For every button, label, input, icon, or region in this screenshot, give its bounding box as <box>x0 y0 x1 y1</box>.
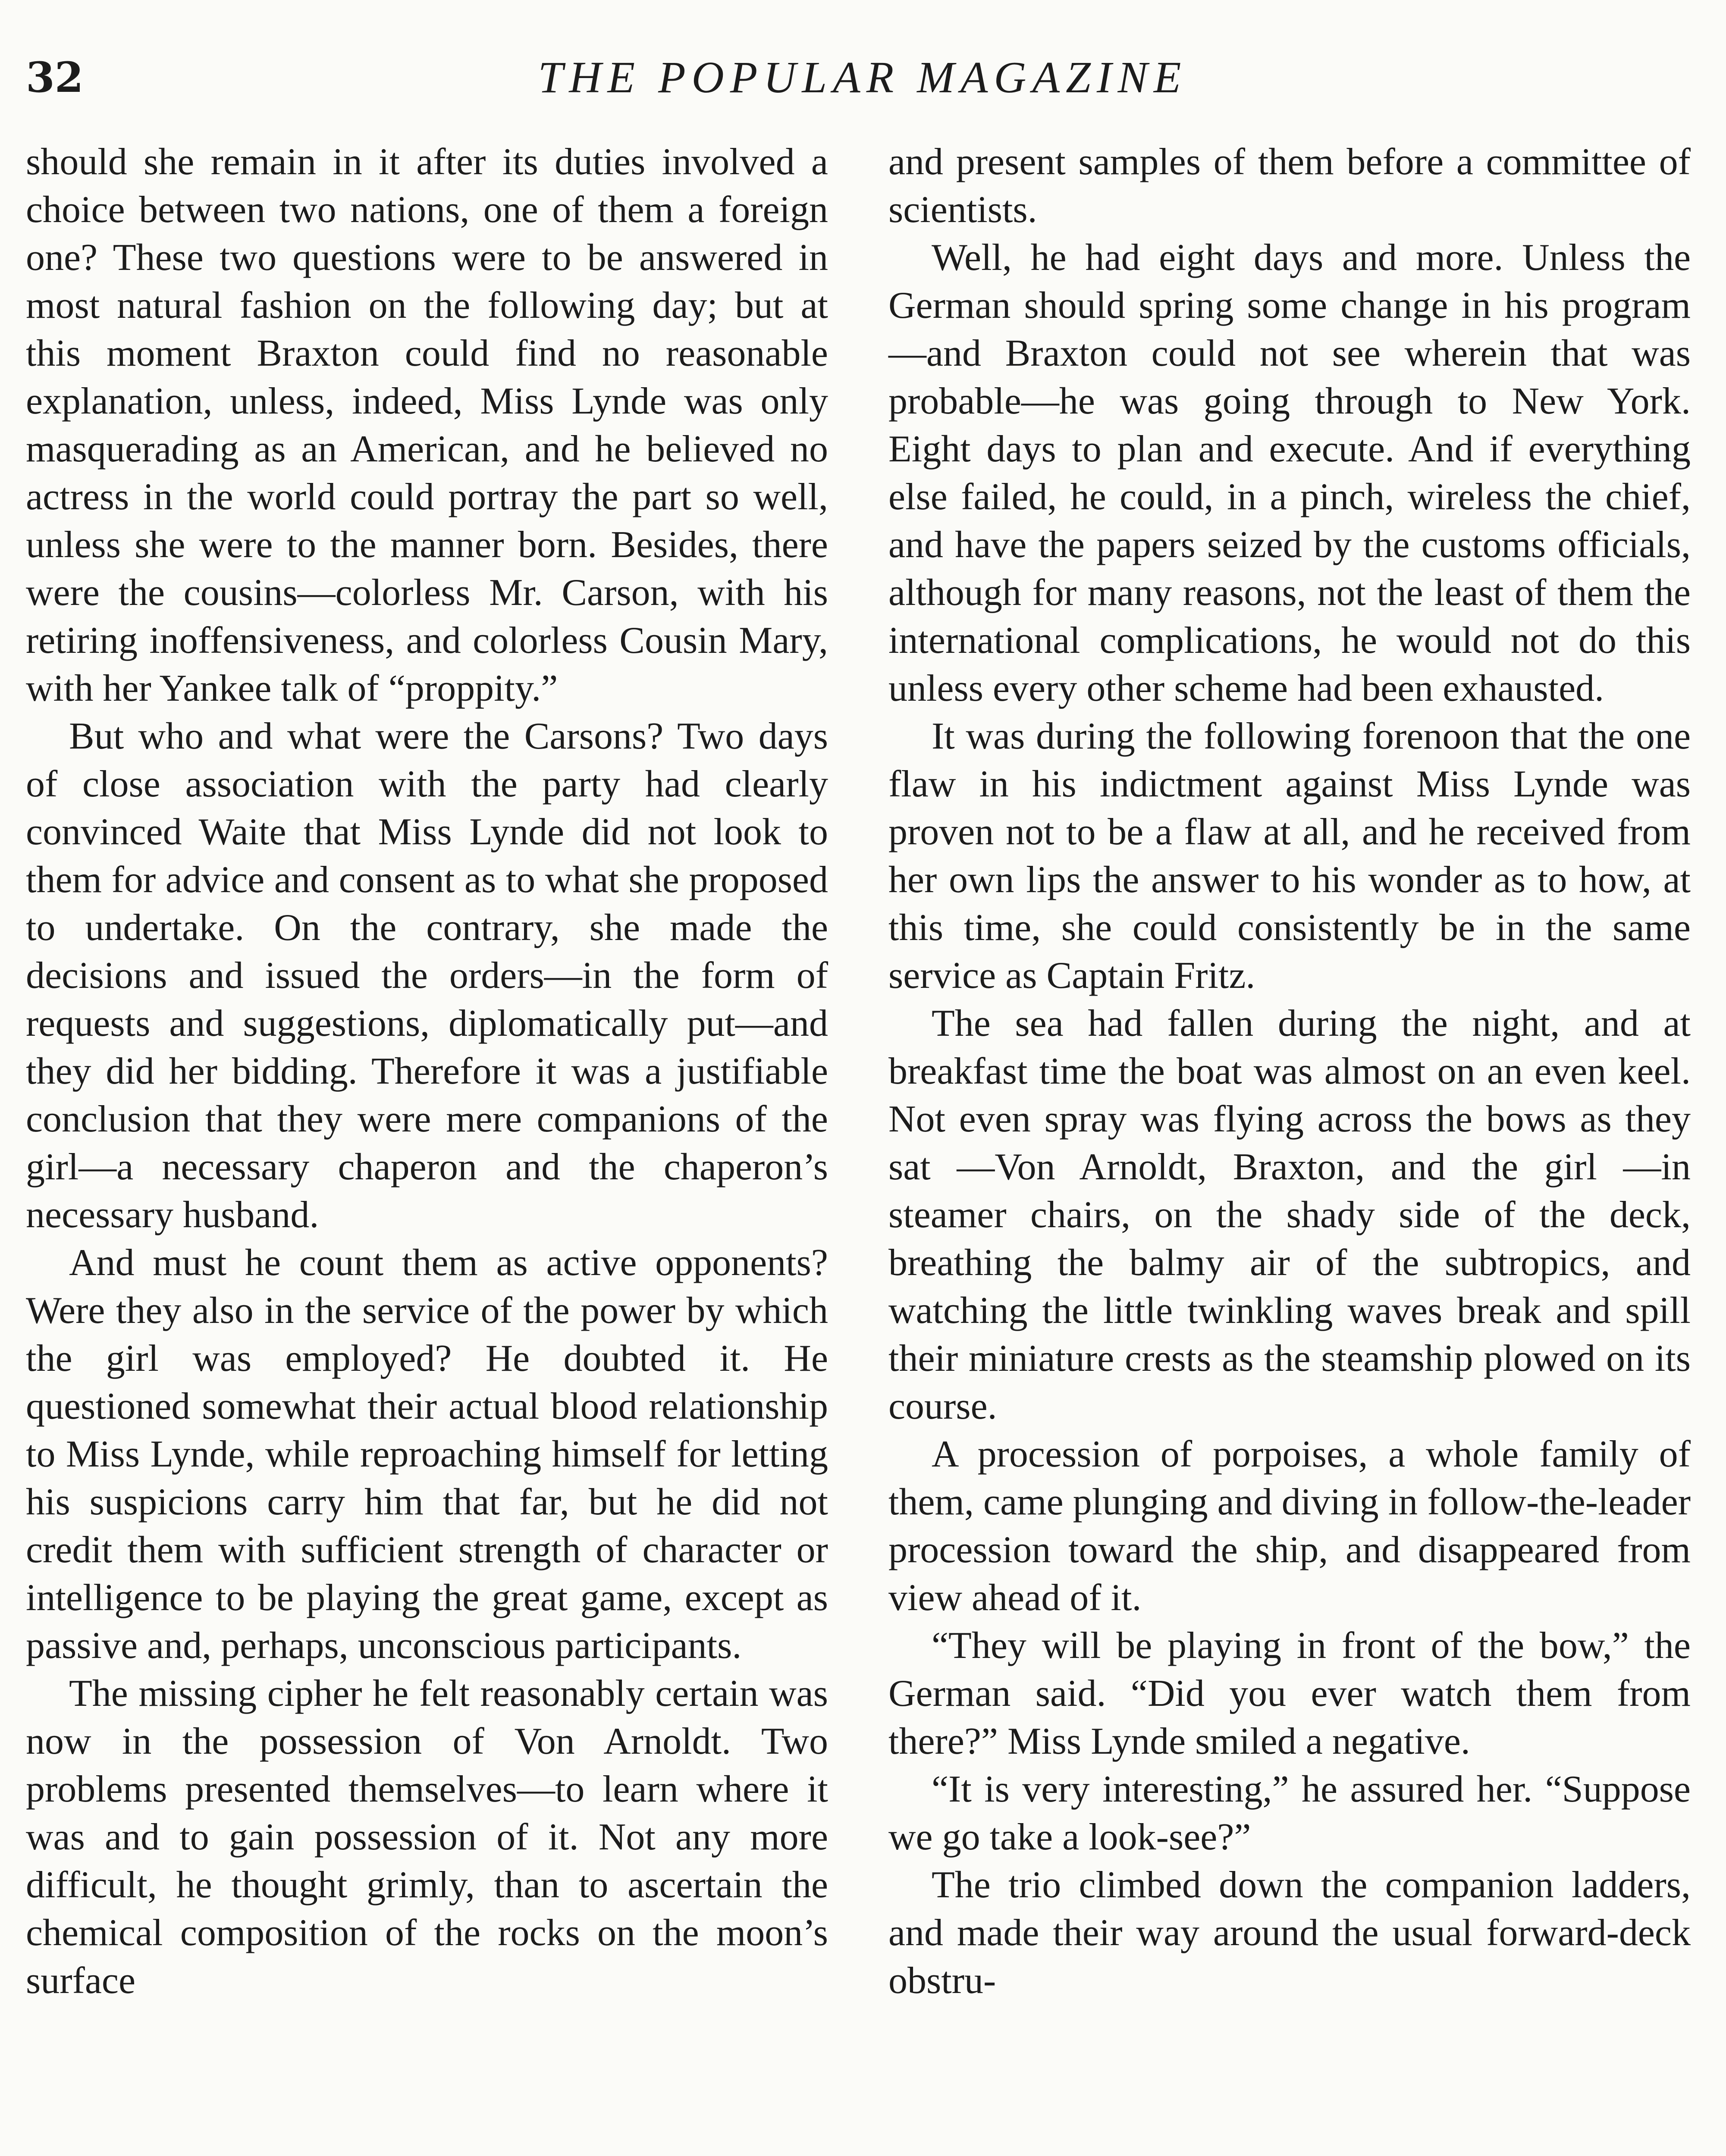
paragraph: The sea had fallen during the night, and at breakfast time the boat was almost on an even keel. Not even spray was flying across the bows as they sat —Von Arnoldt, Braxton, and the girl —in steamer chairs, on the shady side of the deck, breathing the balmy air of the subtropics, and watching the little twinkling waves break and spill their miniature crests as the steamship plowed on its course. <box>888 1003 1691 1427</box>
running-head: THE POPULAR MAGAZINE <box>538 53 1187 102</box>
paragraph: The missing cipher he felt reasonably certain was now in the possession of Von Arnoldt. Two problems presented themselves—to learn where it was and to gain possession of it. Not any more difficult, he thought grimly, than to ascertain the chemical composition of the rocks on the moon’s surface <box>26 1673 828 2002</box>
paragraph: A procession of porpoises, a whole family of them, came plunging and diving in follow-the-leader procession toward the ship, and disappeared from view ahead of it. <box>888 1433 1691 1619</box>
left-column <box>26 138 828 2005</box>
page-number: 32 <box>26 53 84 102</box>
paragraph: And must he count them as active opponents? Were they also in the service of the power by which the girl was employed? He doubted it. He questioned somewhat their actual blood relationship to Miss Lynde, while reproaching himself for letting his suspicions carry him that far, but he did not credit them with sufficient strength of character or intelligence to be playing the great game, except as passive and, perhaps, unconscious participants. <box>26 1242 828 1667</box>
paragraph: But who and what were the Carsons? Two days of close association with the party had clearly convinced Waite that Miss Lynde did not look to them for advice and consent as to what she proposed to undertake. On the contrary, she made the decisions and issued the orders—in the form of requests and suggestions, diplomatically put—and they did her bidding. Therefore it was a justifiable conclusion that they were mere companions of the girl—a necessary chaperon and the chaperon’s necessary husband. <box>26 715 828 1236</box>
paragraph: “They will be playing in front of the bow,” the German said. “Did you ever watch them from there?” Miss Lynde smiled a negative. <box>888 1625 1691 1762</box>
right-column <box>888 138 1691 2005</box>
page-header <box>26 43 1699 112</box>
paragraph: should she remain in it after its duties involved a choice between two nations, one of them a foreign one? These two questions were to be answered in most natural fashion on the following day; but at this moment Braxton could find no reasonable explanation, unless, indeed, Miss Lynde was only masquerading as an American, and he believed no actress in the world could portray the part so well, unless she were to the manner born. Besides, there were the cousins—colorless Mr. Carson, with his retiring inoffensiveness, and colorless Cousin Mary, with her Yankee talk of “proppity.” <box>26 141 828 709</box>
paragraph: It was during the following forenoon that the one flaw in his indictment against Miss Lynde was proven not to be a flaw at all, and he received from her own lips the answer to his wonder as to how, at this time, she could consistently be in the same service as Captain Fritz. <box>888 715 1691 997</box>
paragraph: The trio climbed down the companion ladders, and made their way around the usual forward-deck obstru- <box>888 1864 1691 2002</box>
paragraph: “It is very interesting,” he assured her. “Suppose we go take a look-see?” <box>888 1768 1691 1858</box>
paragraph: Well, he had eight days and more. Unless the German should spring some change in his program—and Braxton could not see wherein that was probable—he was going through to New York. Eight days to plan and execute. And if everything else failed, he could, in a pinch, wireless the chief, and have the papers seized by the customs officials, although for many reasons, not the least of them the international complications, he would not do this unless every other scheme had been exhausted. <box>888 237 1691 709</box>
paragraph: and present samples of them before a committee of scientists. <box>888 141 1691 231</box>
